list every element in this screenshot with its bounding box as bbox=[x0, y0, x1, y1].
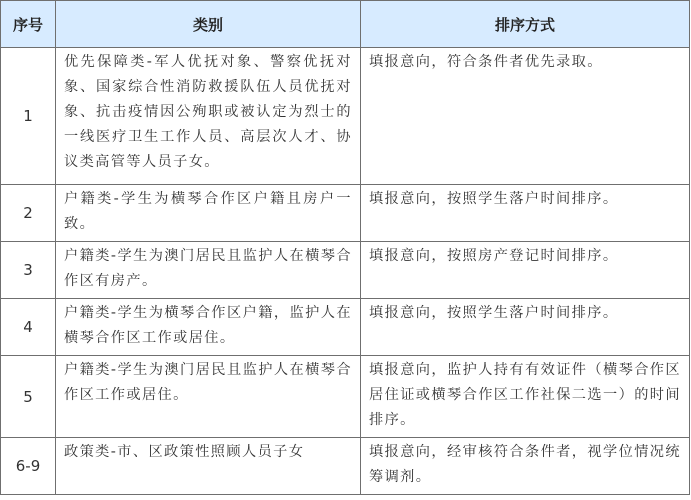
table-row bbox=[1, 185, 690, 242]
row-index: 5 bbox=[1, 356, 56, 438]
row-index: 6-9 bbox=[1, 438, 56, 495]
row-category: 户籍类-学生为澳门居民且监护人在横琴合作区有房产。 bbox=[56, 242, 361, 299]
row-category: 户籍类-学生为横琴合作区户籍且房户一致。 bbox=[56, 185, 361, 242]
table-row bbox=[1, 438, 690, 495]
row-ranking: 填报意向，监护人持有有效证件（横琴合作区居住证或横琴合作区工作社保二选一）的时间排序。 bbox=[361, 356, 690, 438]
row-category: 户籍类-学生为横琴合作区户籍，监护人在横琴合作区工作或居住。 bbox=[56, 299, 361, 356]
row-index: 4 bbox=[1, 299, 56, 356]
row-ranking: 填报意向，经审核符合条件者，视学位情况统筹调剂。 bbox=[361, 438, 690, 495]
row-index: 3 bbox=[1, 242, 56, 299]
table-row bbox=[1, 48, 690, 185]
header-ranking: 排序方式 bbox=[361, 1, 690, 48]
row-ranking: 填报意向，按照学生落户时间排序。 bbox=[361, 185, 690, 242]
table-row bbox=[1, 299, 690, 356]
row-index: 1 bbox=[1, 48, 56, 185]
row-ranking: 填报意向，按照学生落户时间排序。 bbox=[361, 299, 690, 356]
row-category: 户籍类-学生为澳门居民且监护人在横琴合作区工作或居住。 bbox=[56, 356, 361, 438]
row-index: 2 bbox=[1, 185, 56, 242]
header-category: 类别 bbox=[56, 1, 361, 48]
table-header-row bbox=[1, 1, 690, 48]
row-ranking: 填报意向，符合条件者优先录取。 bbox=[361, 48, 690, 185]
row-category: 政策类-市、区政策性照顾人员子女 bbox=[56, 438, 361, 495]
header-index: 序号 bbox=[1, 1, 56, 48]
table-row bbox=[1, 356, 690, 438]
row-ranking: 填报意向，按照房产登记时间排序。 bbox=[361, 242, 690, 299]
table-row bbox=[1, 242, 690, 299]
row-category: 优先保障类-军人优抚对象、警察优抚对象、国家综合性消防救援队伍人员优抚对象、抗击疫情因公殉职或被认定为烈士的一线医疗卫生工作人员、高层次人才、协议类高管等人员子女。 bbox=[56, 48, 361, 185]
